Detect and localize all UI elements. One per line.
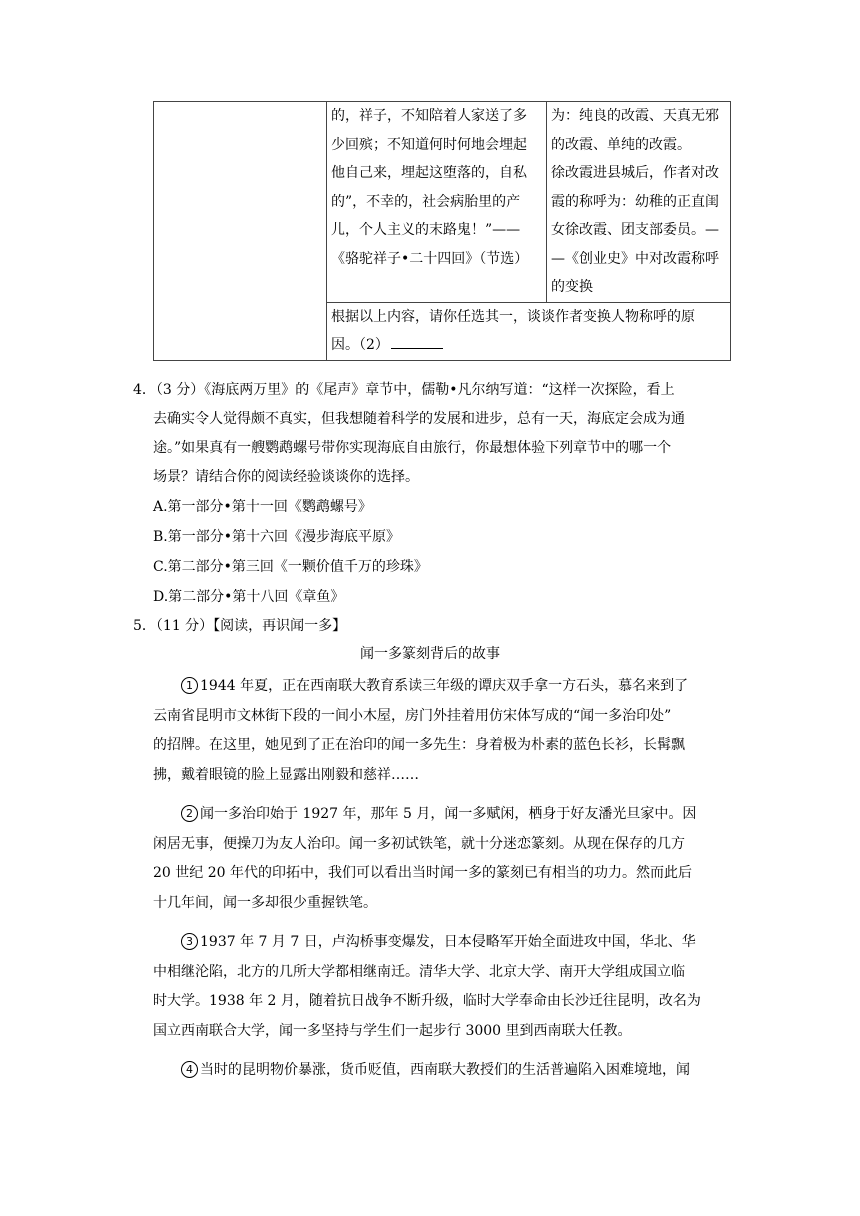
paragraph-1: 1 1944 年夏，正在西南联大教育系读三年级的谭庆双手拿一方石头，慕名来到了 云南省昆明市文林街下段的一间小木屋，房门外挂着用仿宋体写成的“闻一多治印处” 的招牌。在这里，她见到了正在治印的闻一多先生：身着极为朴素的蓝色长衫，长髯飘 拂，戴着眼镜的脸上显露出刚毅和慈祥……	[153, 678, 689, 783]
option-a[interactable]: A.第一部分•第十一回《鹦鹉螺号》	[153, 499, 372, 515]
answer-blank[interactable]	[391, 334, 443, 349]
reading-table	[153, 101, 731, 361]
table-cell-xiangzi: 的，祥子，不知陪着人家送了多 少回殡；不知道何时何地会埋起 他自己来，埋起这堕落的，自私 的”，不幸的，社会病胎里的产 儿，个人主义的末路鬼！”—— 《骆驼祥子•二十四回》（节选）	[327, 102, 547, 303]
paragraph-3: 3 1937 年 7 月 7 日，卢沟桥事变爆发，日本侵略军开始全面进攻中国，华北、华 中相继沦陷，北方的几所大学都相继南迁。清华大学、北京大学、南开大学组成国立临 时大学。1938 年 2 月，随着抗日战争不断升级，临时大学奉命由长沙迁往昆明，改名为 国立西南联合大学，闻一多坚持与学生们一起步行 3000 里到西南联大任教。	[153, 934, 701, 1039]
para-number-3: 3	[181, 933, 198, 950]
option-c[interactable]: C.第二部分•第三回《一颗价值千万的珍珠》	[153, 559, 428, 575]
option-b[interactable]: B.第一部分•第十六回《漫步海底平原》	[153, 529, 400, 545]
para-number-1: 1	[181, 677, 198, 694]
question-5-header: 5．（11 分）【阅读，再识闻一多】	[133, 618, 347, 634]
table-cell-gaixia: 为：纯良的改霞、天真无邪 的改霞、单纯的改霞。 徐改霞进县城后，作者对改 霞的称呼为：幼稚的正直闺 女徐改霞、团支部委员。— —《创业史》中对改霞称呼 的变换	[547, 102, 731, 303]
para-number-2: 2	[181, 805, 198, 822]
option-d[interactable]: D.第二部分•第十八回《章鱼》	[153, 589, 345, 605]
para-number-4: 4	[181, 1061, 198, 1078]
paragraph-2: 2 闻一多治印始于 1927 年，那年 5 月，闻一多赋闲，栖身于好友潘光旦家中。因 闲居无事，便操刀为友人治印。闻一多初试铁笔，就十分迷恋篆刻。从现在保存的几方 20 世纪 20 年代的印拓中，我们可以看出当时闻一多的篆刻已有相当的功力。然而此后 十几年间，闻一多却很少重握铁笔。	[153, 806, 697, 911]
paragraph-4: 4 当时的昆明物价暴涨，货币贬值，西南联大教授们的生活普遍陷入困难境地，闻	[153, 1056, 737, 1086]
table-empty-cell	[154, 102, 327, 361]
article-title: 闻一多篆刻背后的故事	[360, 646, 500, 662]
table-question-cell: 根据以上内容，请你任选其一，谈谈作者变换人物称呼的原 因。（2）	[327, 302, 731, 360]
question-4: 4．（3 分）《海底两万里》的《尾声》章节中，儒勒•凡尔纳写道：“这样一次探险，看上 去确实令人觉得颇不真实，但我想随着科学的发展和进步，总有一天，海底定会成为通 途。”如果真有一艘鹦鹉螺号带你实现海底自由旅行，你最想体验下列章节中的哪一个 场景？请结合你的阅读经验谈谈你的选择。	[133, 382, 685, 485]
